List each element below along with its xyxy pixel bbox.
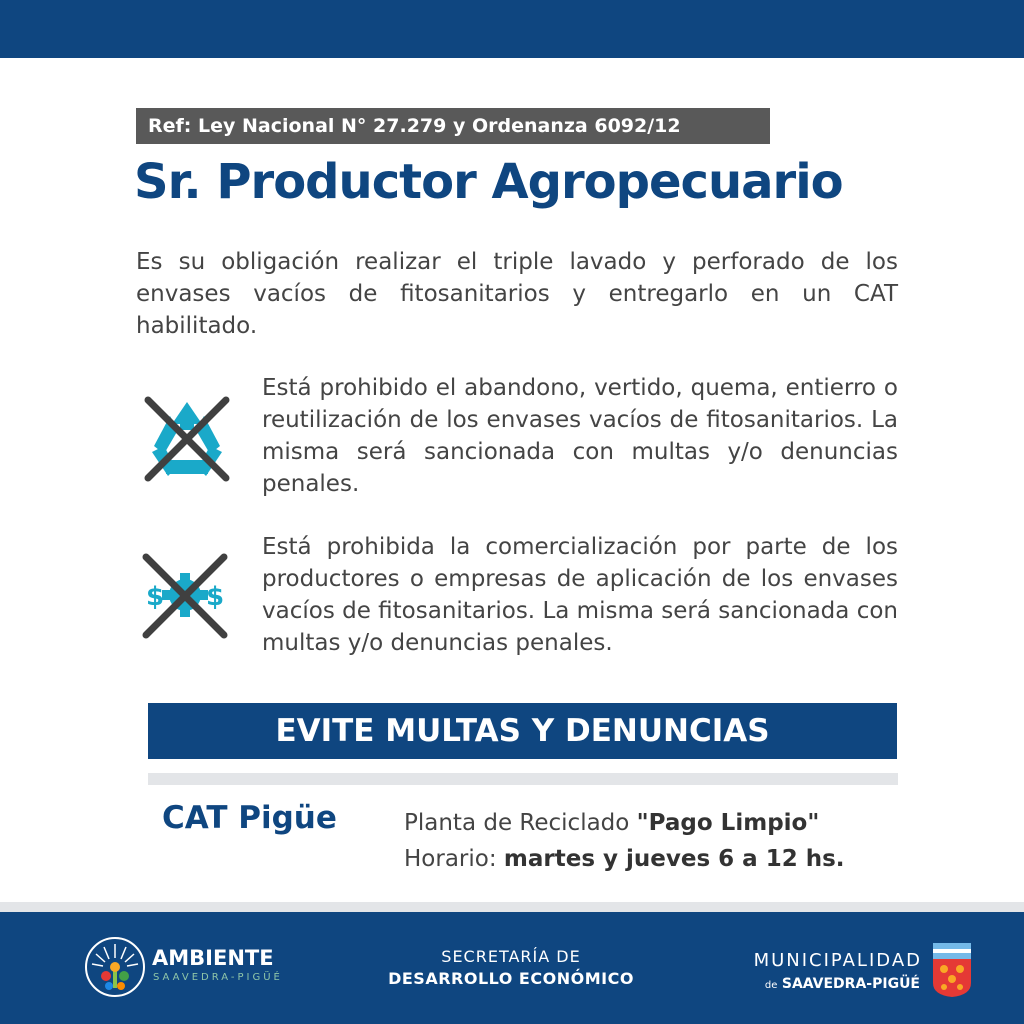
hours-value: martes y jueves 6 a 12 hs. (503, 846, 845, 872)
ambiente-title: AMBIENTE (152, 946, 274, 970)
intro-paragraph: Es su obligación realizar el triple lavado y perforado de los envases vacíos de fitosanitarios y entregarlo en un CAT habilitado. (136, 249, 898, 339)
svg-text:$: $ (146, 582, 165, 612)
rule-text-commerce: Está prohibida la comercialización por parte de los productores o empresas de aplicación de los envases vacíos de fitosanitarios. La misma será sancionada con multas y/o denuncias penales. (262, 534, 898, 656)
rule-text-disposal: Está prohibido el abandono, vertido, quema, entierro o reutilización de los envases vacíos de fitosanitarios. La misma será sancionada con multas y/o denuncias penales. (262, 375, 898, 497)
plant-name: "Pago Limpio" (636, 810, 820, 836)
municipality-title: MUNICIPALIDAD (753, 950, 922, 971)
cat-name: CAT Pigüe (162, 800, 337, 836)
municipality-subtitle (728, 973, 920, 997)
crossed-money-icon (140, 551, 230, 641)
plant-line (404, 806, 819, 840)
footer-divider (0, 902, 1024, 912)
svg-text:$: $ (206, 582, 225, 612)
divider-bar (148, 773, 898, 785)
municipal-shield-icon (931, 941, 973, 999)
hours-prefix: Horario: (404, 846, 504, 872)
ambiente-logo-icon (84, 936, 146, 998)
top-header-band (0, 0, 1024, 58)
ambiente-subtitle: SAAVEDRA-PIGÜÉ (153, 972, 283, 983)
municipality-de: de (764, 980, 778, 991)
warning-banner: EVITE MULTAS Y DENUNCIAS (148, 703, 897, 759)
crossed-recycle-icon (142, 394, 232, 484)
hours-line (404, 842, 845, 876)
reference-tag: Ref: Ley Nacional N° 27.279 y Ordenanza 6092/12 (136, 108, 770, 144)
municipality-city: SAAVEDRA-PIGÜÉ (781, 976, 920, 992)
secretaria-line-2: DESARROLLO ECONÓMICO (388, 969, 634, 988)
page-title: Sr. Productor Agropecuario (134, 154, 843, 210)
plant-prefix: Planta de Reciclado (404, 810, 637, 836)
secretaria-line-1: SECRETARÍA DE (441, 947, 581, 966)
